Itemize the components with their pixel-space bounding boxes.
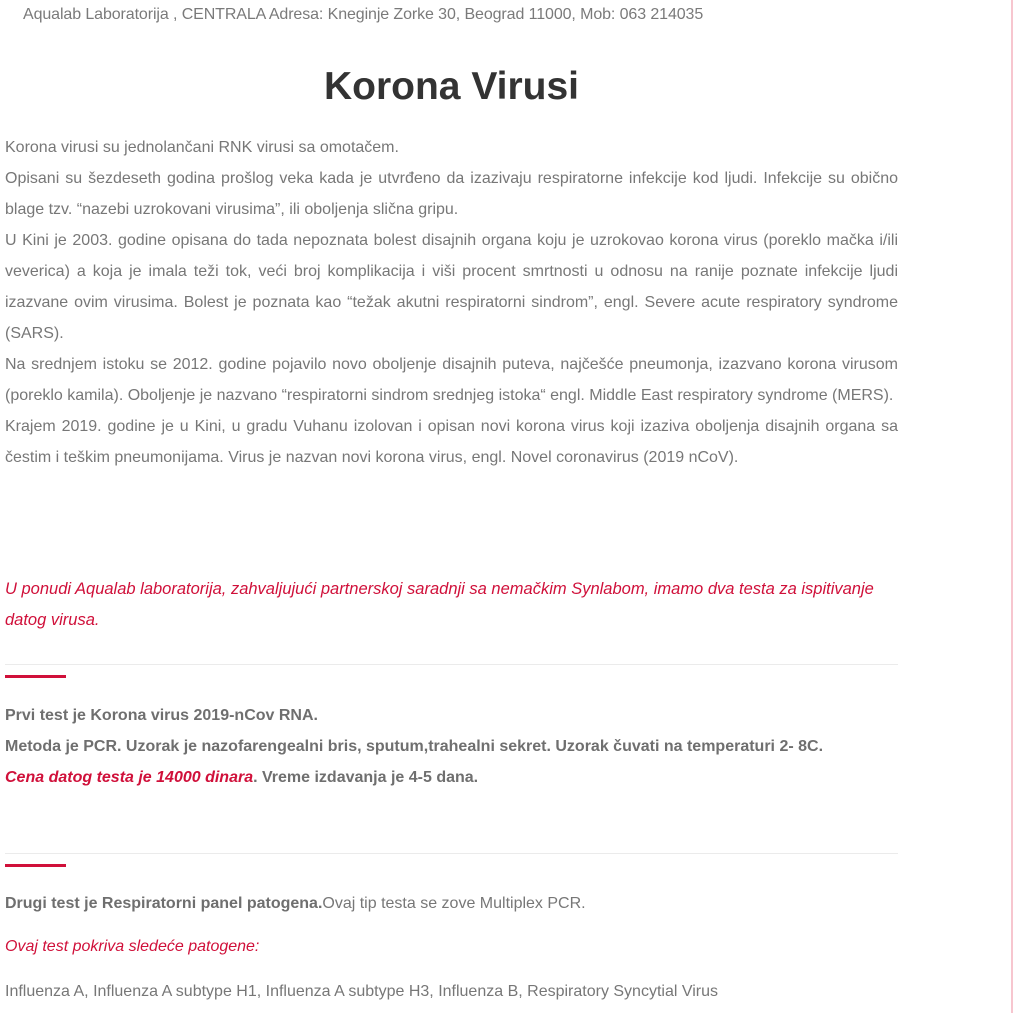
section-accent-bar [5, 864, 66, 867]
contact-info-header: Aqualab Laboratorija , CENTRALA Adresa: Kneginje Zorke 30, Beograd 11000, Mob: 063 214035 [23, 6, 704, 23]
first-test-turnaround: . Vreme izdavanja je 4-5 dana. [253, 769, 479, 786]
first-test-price: Cena datog testa je 14000 dinara [5, 769, 254, 786]
first-test-section [5, 700, 898, 793]
second-test-title-line [5, 892, 898, 916]
second-test-title: Drugi test je Respiratorni panel patogena. [5, 895, 323, 912]
section-divider [5, 664, 898, 665]
page-title: Korona Virusi [323, 65, 579, 108]
intro-paragraph: U Kini je 2003. godine opisana do tada nepoznata bolest disajnih organa koju je uzrokovao korona virus (poreklo mačka i/ili veverica) a koja je imala teži tok, veći broj komplikacija i viši procent smrtnosti u odnosu na ranije poznate infekcije ljudi izazvane ovim virusima. Bolest je poznata kao “težak akutni respiratorni sindrom”, engl. Severe acute respiratory syndrome (SARS). [5, 232, 898, 342]
intro-text [5, 132, 898, 473]
offer-note: U ponudi Aqualab laboratorija, zahvaljujući partnerskoj saradnji sa nemačkim Synlabom, imamo dva testa za ispitivanje datog virusa. [5, 580, 874, 629]
page-edge-rule [1011, 0, 1013, 1013]
intro-paragraph: Opisani su šezdeseth godina prošlog veka kada je utvrđeno da izazivaju respiratorne infekcije kod ljudi. Infekcije su obično blage tzv. “nazebi uzrokovani virusima”, ili oboljenja slična gripu. [5, 170, 898, 218]
pathogens-list: Influenza A, Influenza A subtype H1, Influenza A subtype H3, Influenza B, Respiratory Syncytial Virus [5, 983, 719, 1000]
second-test-type: Ovaj tip testa se zove Multiplex PCR. [322, 895, 586, 912]
intro-paragraph: Na srednjem istoku se 2012. godine pojavilo novo oboljenje disajnih puteva, najčešće pneumonja, izazvano korona virusom (poreklo kamila). Oboljenje je nazvano “respiratorni sindrom srednjeg istoka“ engl. Middle East respiratory syndrome (MERS). [5, 356, 898, 404]
intro-paragraph: Krajem 2019. godine je u Kini, u gradu Vuhanu izolovan i opisan novi korona virus koji izaziva oboljenja disajnih organa sa čestim i teškim pneumonijama. Virus je nazvan novi korona virus, engl. Novel coronavirus (2019 nCoV). [5, 418, 898, 466]
first-test-method: Metoda je PCR. Uzorak je nazofarengealni bris, sputum,trahealni sekret. Uzorak čuvati na temperaturi 2- 8C. [5, 738, 824, 755]
intro-paragraph: Korona virusi su jednolančani RNK virusi sa omotačem. [5, 139, 399, 156]
section-divider [5, 853, 898, 854]
pathogens-label: Ovaj test pokriva sledeće patogene: [5, 938, 260, 955]
section-accent-bar [5, 675, 66, 678]
first-test-price-line [5, 762, 898, 793]
first-test-title: Prvi test je Korona virus 2019-nCov RNA. [5, 707, 318, 724]
